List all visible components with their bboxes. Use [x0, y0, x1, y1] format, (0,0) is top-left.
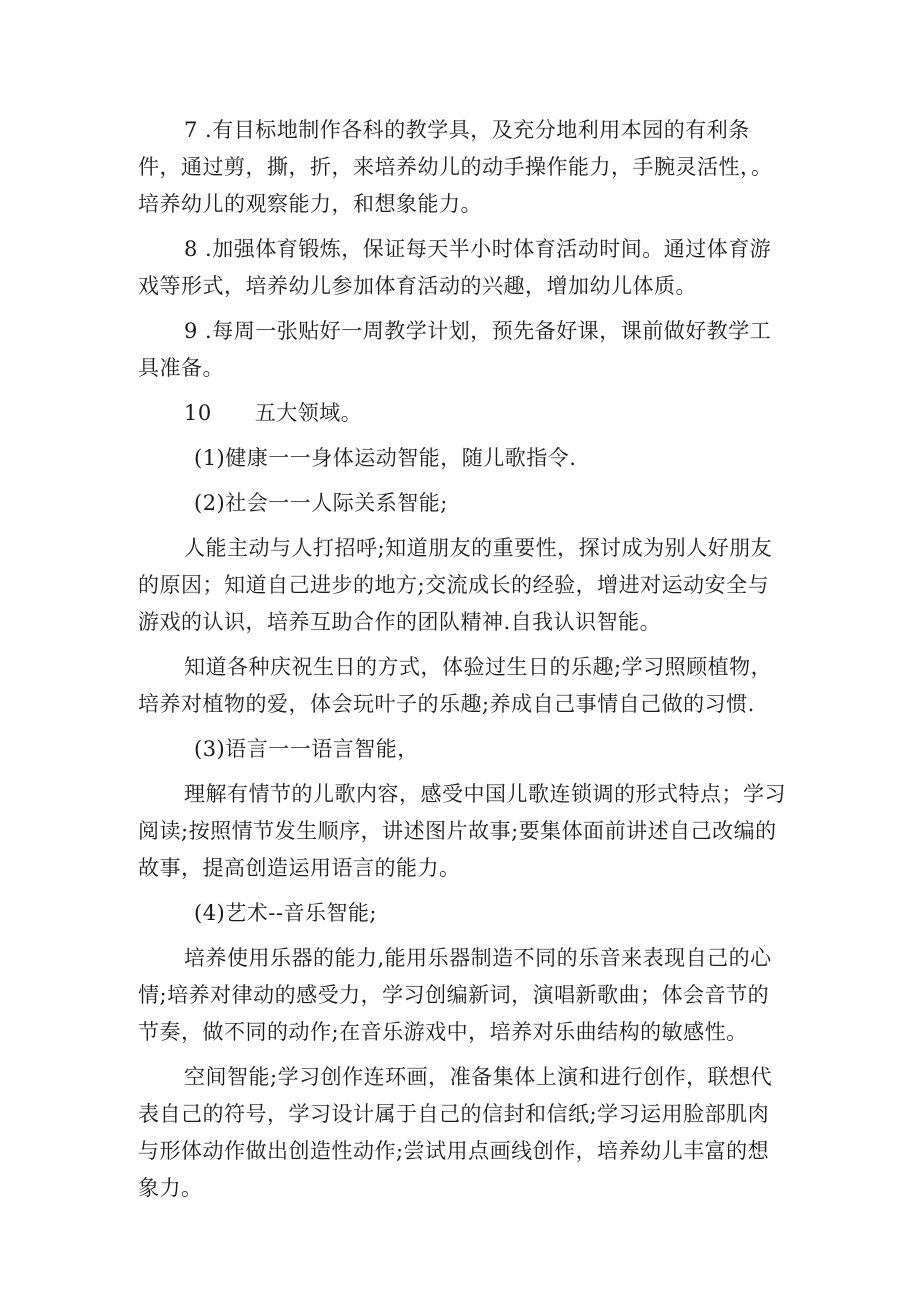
paragraph-item-8: 8 .加强体育锻炼，保证每天半小时体育活动时间。通过体育游戏等形式，培养幼儿参加体育活动的兴趣，增加幼儿体质。 [138, 237, 772, 298]
domain-language-heading: (3)语言一一语言智能， [194, 737, 419, 761]
paragraph-item-9: 9 .每周一张贴好一周教学计划，预先备好课，课前做好教学工具准备。 [138, 319, 772, 380]
domain-social-body-2: 知道各种庆祝生日的方式，体验过生日的乐趣;学习照顾植物，培养对植物的爱，体会玩叶子的乐趣;养成自己事情自己做的习惯. [138, 655, 773, 716]
domain-art-heading: (4)艺术--音乐智能; [194, 901, 378, 925]
domain-language-body: 理解有情节的儿歌内容，感受中国儿歌连锁调的形式特点；学习阅读;按照情节发生顺序，讲述图片故事;要集体面前讲述自己改编的故事，提高创造运用语言的能力。 [138, 782, 786, 880]
paragraph-item-10: 10 五大领域。 [184, 401, 363, 425]
domain-social-heading: (2)社会一一人际关系智能; [194, 491, 448, 515]
domain-art-body: 培养使用乐器的能力,能用乐器制造不同的乐音来表现自己的心情;培养对律动的感受力，学习创编新词，演唱新歌曲；体会音节的节奏，做不同的动作;在音乐游戏中，培养对乐曲结构的敏感性。 [138, 946, 772, 1044]
domain-health-heading: (1)健康一一身体运动智能，随儿歌指令. [194, 446, 577, 470]
document-body [138, 112, 788, 1215]
domain-social-body: 人能主动与人打招呼;知道朋友的重要性，探讨成为别人好朋友的原因；知道自己进步的地方;交流成长的经验，增进对运动安全与游戏的认识，培养互助合作的团队精神.自我认识智能。 [138, 536, 773, 634]
paragraph-item-7: 7 .有目标地制作各科的教学具，及充分地利用本园的有利条件，通过剪，撕，折，来培养幼儿的动手操作能力，手腕灵活性，。培养幼儿的观察能力，和想象能力。 [138, 118, 773, 216]
spatial-intelligence-paragraph: 空间智能;学习创作连环画，准备集体上演和进行创作，联想代表自己的符号，学习设计属于自己的信封和信纸;学习运用脸部肌肉与形体动作做出创造性动作;尝试用点画线创作，培养幼儿丰富的想象力。 [138, 1065, 773, 1200]
